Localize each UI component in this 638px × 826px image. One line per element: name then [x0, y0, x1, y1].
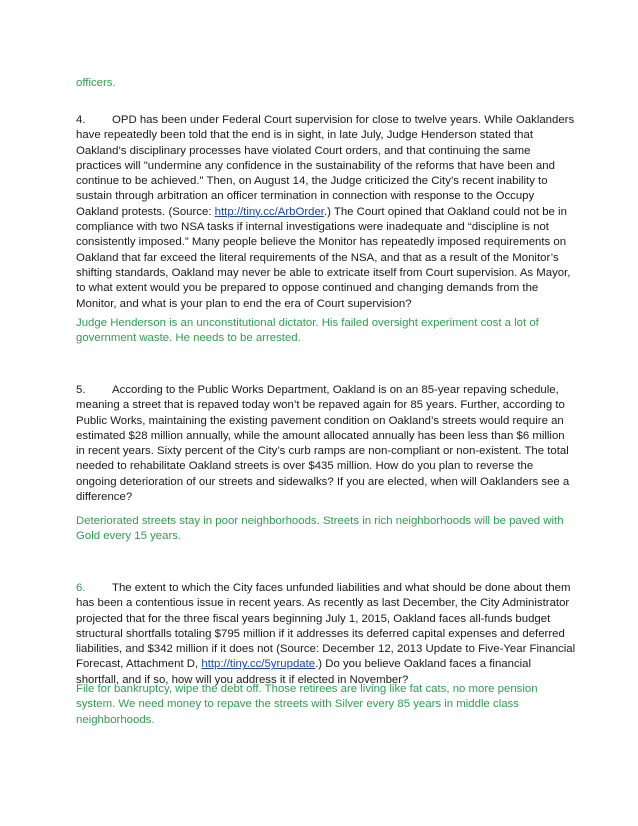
five-year-update-link[interactable]: http://tiny.cc/5yrupdate	[201, 658, 316, 671]
question-6	[76, 581, 576, 688]
question-5	[76, 383, 576, 505]
question-4-number: 4.	[76, 114, 86, 126]
answer-5: Deteriorated streets stay in poor neighborhoods. Streets in rich neighborhoods will be paved with Gold every 15 years.	[76, 515, 564, 543]
intro-text: officers.	[76, 77, 116, 89]
question-6-text-start: The extent to which the City faces unfunded liabilities and what should be done about them has been a contentious issue in recent years. As recently as last December, the City Administrator projected that for the three fiscal years beginning July 1, 2015, Oakland faces all-funds budget structural shortfalls totaling $795 million if it addresses its deferred capital expenses and deferred liabilities, and $342 million if it does not (Source: December 12, 2013 Update to Five-Year Financial Forecast, Attachment D,	[76, 582, 576, 671]
question-5-number: 5.	[76, 384, 86, 396]
question-4	[76, 113, 576, 312]
answer-4: Judge Henderson is an unconstitutional dictator. His failed oversight experiment cost a lot of government waste. He needs to be arrested.	[76, 317, 539, 345]
question-4-text-start: OPD has been under Federal Court supervision for close to twelve years. While Oaklanders have repeatedly been told that the end is in sight, in late July, Judge Henderson stated that Oakland’s disciplinary processes have violated Court orders, and that continuing the same practices will "undermine any confidence in the sustainability of the reforms that have been and continue to be achieved." Then, on August 14, the Judge criticized the City’s recent inability to sustain through arbitration an officer termination in connection with response to the Occupy Oakland protests. (Source:	[76, 114, 575, 218]
question-6-number: 6.	[76, 582, 86, 594]
question-5-text: According to the Public Works Department, Oakland is on an 85-year repaving schedule, meaning a street that is repaved today won’t be repaved again for 85 years. Further, according to Public Works, maintaining the existing pavement condition on Oakland’s streets would require an estimated $28 million annually, while the amount allocated annually has been less than $6 million in recent years. Sixty percent of the City’s curb ramps are non-compliant or non-existent. The total needed to rehabilitate Oakland streets is over $435 million. How do you plan to reverse the ongoing deterioration of our streets and sidewalks? If you are elected, when will Oaklanders see a difference?	[76, 384, 570, 504]
answer-6: File for bankruptcy, wipe the debt off. Those retirees are living like fat cats, no more pension system. We need money to repave the streets with Silver every 85 years in middle class neighborhoods.	[76, 683, 538, 726]
arb-order-link[interactable]: http://tiny.cc/ArbOrder	[214, 205, 324, 218]
question-6-text-end: .) Do you believe Oakland faces a financial shortfall, and if so, how will you address it if elected in November?	[76, 658, 532, 686]
question-4-text-end: .) The Court opined that Oakland could not be in compliance with two NSA tasks if internal investigations were inadequate and “discipline is not consistently imposed.” Many people believe the Monitor has repeatedly imposed requirements on Oakland that far exceed the literal requirements of the NSA, and that as a result of the Monitor’s shifting standards, Oakland may never be able to extricate itself from Court supervision. As Mayor, to what extent would you be prepared to oppose continued and changing demands from the Monitor, and what is your plan to end the era of Court supervision?	[76, 205, 571, 310]
